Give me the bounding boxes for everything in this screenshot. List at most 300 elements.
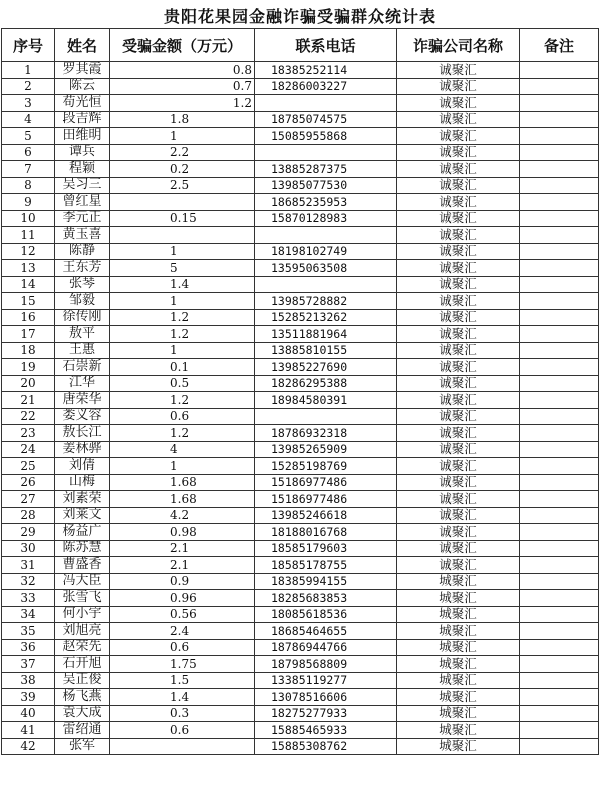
table-row	[2, 309, 599, 326]
row-index: 17	[2, 326, 55, 343]
row-amount: 0.96	[110, 590, 255, 607]
row-company: 诚聚汇	[397, 111, 520, 128]
table-row	[2, 161, 599, 178]
table-row	[2, 441, 599, 458]
row-index: 33	[2, 590, 55, 607]
row-phone: 15285213262	[255, 309, 397, 326]
row-note	[520, 128, 599, 145]
row-company: 诚聚汇	[397, 260, 520, 277]
row-phone	[255, 144, 397, 161]
row-name: 刘素荣	[55, 491, 110, 508]
row-amount: 0.15	[110, 210, 255, 227]
row-company: 诚聚汇	[397, 474, 520, 491]
row-index: 14	[2, 276, 55, 293]
row-index: 4	[2, 111, 55, 128]
table-row	[2, 227, 599, 244]
table-row	[2, 408, 599, 425]
table-row	[2, 210, 599, 227]
row-index: 11	[2, 227, 55, 244]
row-note	[520, 656, 599, 673]
row-note	[520, 78, 599, 95]
header-phone: 联系电话	[255, 29, 397, 62]
row-index: 38	[2, 672, 55, 689]
row-note	[520, 573, 599, 590]
row-company: 诚聚汇	[397, 507, 520, 524]
table-row	[2, 491, 599, 508]
row-amount: 1.2	[110, 309, 255, 326]
row-note	[520, 95, 599, 112]
row-company: 城聚汇	[397, 656, 520, 673]
row-amount: 0.56	[110, 606, 255, 623]
row-company: 诚聚汇	[397, 95, 520, 112]
row-phone: 18685235953	[255, 194, 397, 211]
row-company: 诚聚汇	[397, 441, 520, 458]
row-note	[520, 738, 599, 755]
row-name: 张琴	[55, 276, 110, 293]
row-name: 张军	[55, 738, 110, 755]
row-note	[520, 590, 599, 607]
row-index: 27	[2, 491, 55, 508]
table-row	[2, 425, 599, 442]
row-note	[520, 326, 599, 343]
table-row	[2, 128, 599, 145]
row-company: 诚聚汇	[397, 557, 520, 574]
row-note	[520, 111, 599, 128]
row-amount: 0.7	[110, 78, 255, 95]
table-row	[2, 689, 599, 706]
table-row	[2, 507, 599, 524]
row-index: 22	[2, 408, 55, 425]
row-index: 9	[2, 194, 55, 211]
row-name: 娄义容	[55, 408, 110, 425]
header-name: 姓名	[55, 29, 110, 62]
row-note	[520, 524, 599, 541]
row-index: 40	[2, 705, 55, 722]
row-amount: 0.2	[110, 161, 255, 178]
row-phone: 13385119277	[255, 672, 397, 689]
row-name: 谭兵	[55, 144, 110, 161]
row-name: 雷绍通	[55, 722, 110, 739]
row-phone	[255, 408, 397, 425]
row-phone: 13511881964	[255, 326, 397, 343]
row-index: 30	[2, 540, 55, 557]
row-amount: 0.1	[110, 359, 255, 376]
row-name: 唐荣华	[55, 392, 110, 409]
row-amount: 1	[110, 128, 255, 145]
row-index: 29	[2, 524, 55, 541]
row-phone: 13985227690	[255, 359, 397, 376]
row-note	[520, 722, 599, 739]
header-note: 备注	[520, 29, 599, 62]
table-row	[2, 705, 599, 722]
row-name: 黄玉喜	[55, 227, 110, 244]
row-phone: 18585179603	[255, 540, 397, 557]
row-index: 36	[2, 639, 55, 656]
table-row	[2, 342, 599, 359]
row-phone	[255, 276, 397, 293]
row-name: 石崇新	[55, 359, 110, 376]
row-name: 赵荣先	[55, 639, 110, 656]
table-row	[2, 260, 599, 277]
row-name: 程颖	[55, 161, 110, 178]
row-index: 19	[2, 359, 55, 376]
row-company: 诚聚汇	[397, 177, 520, 194]
row-index: 3	[2, 95, 55, 112]
row-index: 32	[2, 573, 55, 590]
row-note	[520, 491, 599, 508]
row-company: 诚聚汇	[397, 210, 520, 227]
row-amount: 0.6	[110, 639, 255, 656]
row-phone: 15186977486	[255, 474, 397, 491]
row-company: 诚聚汇	[397, 326, 520, 343]
row-note	[520, 639, 599, 656]
row-name: 敖平	[55, 326, 110, 343]
row-amount: 0.5	[110, 375, 255, 392]
row-company: 诚聚汇	[397, 128, 520, 145]
table-row	[2, 656, 599, 673]
row-note	[520, 606, 599, 623]
table-row	[2, 177, 599, 194]
row-index: 13	[2, 260, 55, 277]
row-phone: 18786932318	[255, 425, 397, 442]
table-row	[2, 738, 599, 755]
row-name: 徐传刚	[55, 309, 110, 326]
row-index: 23	[2, 425, 55, 442]
table-row	[2, 375, 599, 392]
row-index: 6	[2, 144, 55, 161]
row-amount: 4.2	[110, 507, 255, 524]
row-note	[520, 342, 599, 359]
row-amount: 2.1	[110, 540, 255, 557]
row-name: 袁大成	[55, 705, 110, 722]
row-company: 城聚汇	[397, 722, 520, 739]
row-phone: 15186977486	[255, 491, 397, 508]
row-note	[520, 227, 599, 244]
row-name: 刘旭亮	[55, 623, 110, 640]
row-note	[520, 507, 599, 524]
row-phone: 15885308762	[255, 738, 397, 755]
row-company: 诚聚汇	[397, 458, 520, 475]
row-index: 26	[2, 474, 55, 491]
row-index: 41	[2, 722, 55, 739]
row-note	[520, 260, 599, 277]
row-company: 城聚汇	[397, 705, 520, 722]
row-index: 21	[2, 392, 55, 409]
table-row	[2, 293, 599, 310]
row-name: 陈苏慧	[55, 540, 110, 557]
row-note	[520, 276, 599, 293]
table-row	[2, 144, 599, 161]
table-row	[2, 573, 599, 590]
row-phone: 18984580391	[255, 392, 397, 409]
row-phone: 13985265909	[255, 441, 397, 458]
row-amount: 0.3	[110, 705, 255, 722]
row-note	[520, 359, 599, 376]
table-body	[2, 62, 599, 755]
row-phone: 15870128983	[255, 210, 397, 227]
table-row	[2, 590, 599, 607]
row-amount: 1.75	[110, 656, 255, 673]
row-index: 15	[2, 293, 55, 310]
row-amount: 1.4	[110, 689, 255, 706]
row-note	[520, 540, 599, 557]
table-row	[2, 672, 599, 689]
row-name: 王东芳	[55, 260, 110, 277]
row-amount: 1	[110, 342, 255, 359]
row-index: 24	[2, 441, 55, 458]
header-index: 序号	[2, 29, 55, 62]
victims-table	[1, 28, 599, 755]
table-row	[2, 639, 599, 656]
row-index: 8	[2, 177, 55, 194]
row-note	[520, 392, 599, 409]
table-row	[2, 243, 599, 260]
table-row	[2, 474, 599, 491]
row-company: 诚聚汇	[397, 227, 520, 244]
row-amount	[110, 738, 255, 755]
row-index: 1	[2, 62, 55, 79]
table-row	[2, 95, 599, 112]
row-name: 曹盛香	[55, 557, 110, 574]
row-amount: 1.68	[110, 474, 255, 491]
row-phone: 13985077530	[255, 177, 397, 194]
row-note	[520, 425, 599, 442]
row-amount: 0.6	[110, 722, 255, 739]
row-name: 刘倩	[55, 458, 110, 475]
row-phone: 18198102749	[255, 243, 397, 260]
table-row	[2, 623, 599, 640]
row-index: 25	[2, 458, 55, 475]
row-phone: 18085618536	[255, 606, 397, 623]
row-index: 12	[2, 243, 55, 260]
row-amount: 0.6	[110, 408, 255, 425]
row-name: 陈静	[55, 243, 110, 260]
row-name: 石开旭	[55, 656, 110, 673]
row-phone: 13985728882	[255, 293, 397, 310]
row-index: 42	[2, 738, 55, 755]
table-row	[2, 276, 599, 293]
row-company: 城聚汇	[397, 573, 520, 590]
row-note	[520, 458, 599, 475]
row-note	[520, 705, 599, 722]
row-amount: 1.8	[110, 111, 255, 128]
row-note	[520, 194, 599, 211]
row-note	[520, 672, 599, 689]
row-amount: 1	[110, 293, 255, 310]
row-amount: 0.8	[110, 62, 255, 79]
row-note	[520, 557, 599, 574]
row-note	[520, 144, 599, 161]
row-name: 山梅	[55, 474, 110, 491]
row-note	[520, 375, 599, 392]
header-company: 诈骗公司名称	[397, 29, 520, 62]
row-index: 37	[2, 656, 55, 673]
row-phone: 18285683853	[255, 590, 397, 607]
row-name: 李元正	[55, 210, 110, 227]
row-note	[520, 623, 599, 640]
row-phone	[255, 227, 397, 244]
row-index: 35	[2, 623, 55, 640]
row-name: 吴正俊	[55, 672, 110, 689]
row-amount: 2.4	[110, 623, 255, 640]
row-company: 诚聚汇	[397, 392, 520, 409]
row-amount: 1.68	[110, 491, 255, 508]
row-index: 16	[2, 309, 55, 326]
row-note	[520, 62, 599, 79]
table-row	[2, 606, 599, 623]
row-phone: 18785074575	[255, 111, 397, 128]
row-phone: 15885465933	[255, 722, 397, 739]
row-company: 诚聚汇	[397, 375, 520, 392]
row-phone: 18385994155	[255, 573, 397, 590]
row-note	[520, 408, 599, 425]
page-title: 贵阳花果园金融诈骗受骗群众统计表	[163, 7, 436, 26]
row-note	[520, 243, 599, 260]
row-name: 段吉辉	[55, 111, 110, 128]
row-amount: 5	[110, 260, 255, 277]
row-note	[520, 309, 599, 326]
row-amount: 1.2	[110, 392, 255, 409]
row-index: 31	[2, 557, 55, 574]
row-company: 城聚汇	[397, 672, 520, 689]
row-company: 城聚汇	[397, 639, 520, 656]
row-index: 5	[2, 128, 55, 145]
row-name: 姜林骅	[55, 441, 110, 458]
row-company: 诚聚汇	[397, 276, 520, 293]
row-name: 刘莱文	[55, 507, 110, 524]
row-phone: 15085955868	[255, 128, 397, 145]
row-phone: 18685464655	[255, 623, 397, 640]
row-note	[520, 474, 599, 491]
table-row	[2, 359, 599, 376]
row-company: 诚聚汇	[397, 342, 520, 359]
table-row	[2, 524, 599, 541]
row-company: 城聚汇	[397, 623, 520, 640]
row-name: 江华	[55, 375, 110, 392]
table-row	[2, 458, 599, 475]
table-row	[2, 722, 599, 739]
row-note	[520, 293, 599, 310]
table-row	[2, 392, 599, 409]
row-note	[520, 689, 599, 706]
row-name: 曾红星	[55, 194, 110, 211]
row-name: 田维明	[55, 128, 110, 145]
table-row	[2, 111, 599, 128]
row-company: 诚聚汇	[397, 243, 520, 260]
row-company: 诚聚汇	[397, 309, 520, 326]
row-company: 诚聚汇	[397, 425, 520, 442]
row-name: 敖长江	[55, 425, 110, 442]
row-amount: 0.9	[110, 573, 255, 590]
row-amount: 1.2	[110, 326, 255, 343]
row-company: 城聚汇	[397, 738, 520, 755]
row-amount: 1.5	[110, 672, 255, 689]
row-name: 苟光恒	[55, 95, 110, 112]
row-name: 冯大臣	[55, 573, 110, 590]
row-phone: 13985246618	[255, 507, 397, 524]
row-note	[520, 161, 599, 178]
row-company: 城聚汇	[397, 606, 520, 623]
row-index: 28	[2, 507, 55, 524]
row-phone: 18275277933	[255, 705, 397, 722]
row-amount: 0.98	[110, 524, 255, 541]
row-phone: 18585178755	[255, 557, 397, 574]
row-amount: 2.2	[110, 144, 255, 161]
row-phone: 18286003227	[255, 78, 397, 95]
row-company: 诚聚汇	[397, 540, 520, 557]
table-row	[2, 557, 599, 574]
row-phone	[255, 95, 397, 112]
row-name: 吴习三	[55, 177, 110, 194]
row-company: 诚聚汇	[397, 491, 520, 508]
row-company: 诚聚汇	[397, 524, 520, 541]
row-phone: 13885287375	[255, 161, 397, 178]
row-name: 邹毅	[55, 293, 110, 310]
row-company: 诚聚汇	[397, 194, 520, 211]
row-amount: 4	[110, 441, 255, 458]
table-row	[2, 194, 599, 211]
row-index: 2	[2, 78, 55, 95]
row-phone: 18798568809	[255, 656, 397, 673]
row-company: 诚聚汇	[397, 293, 520, 310]
row-name: 罗其霞	[55, 62, 110, 79]
row-index: 39	[2, 689, 55, 706]
row-name: 杨益广	[55, 524, 110, 541]
row-name: 何小宇	[55, 606, 110, 623]
row-name: 杨飞燕	[55, 689, 110, 706]
row-amount: 1	[110, 243, 255, 260]
row-company: 城聚汇	[397, 689, 520, 706]
table-row	[2, 78, 599, 95]
row-amount: 1	[110, 458, 255, 475]
row-amount: 2.5	[110, 177, 255, 194]
row-phone: 13078516606	[255, 689, 397, 706]
row-phone: 18188016768	[255, 524, 397, 541]
row-phone: 15285198769	[255, 458, 397, 475]
header-row	[2, 29, 599, 62]
row-index: 20	[2, 375, 55, 392]
row-company: 城聚汇	[397, 590, 520, 607]
row-company: 诚聚汇	[397, 144, 520, 161]
row-phone: 13885810155	[255, 342, 397, 359]
row-company: 诚聚汇	[397, 161, 520, 178]
row-name: 张雪飞	[55, 590, 110, 607]
row-index: 18	[2, 342, 55, 359]
row-company: 诚聚汇	[397, 359, 520, 376]
row-note	[520, 177, 599, 194]
table-row	[2, 326, 599, 343]
row-amount	[110, 227, 255, 244]
row-note	[520, 441, 599, 458]
row-phone: 18286295388	[255, 375, 397, 392]
header-amount: 受骗金额（万元）	[110, 29, 255, 62]
row-company: 诚聚汇	[397, 408, 520, 425]
row-phone: 18786944766	[255, 639, 397, 656]
row-index: 34	[2, 606, 55, 623]
row-amount: 1.4	[110, 276, 255, 293]
row-amount: 1.2	[110, 95, 255, 112]
row-company: 诚聚汇	[397, 78, 520, 95]
row-name: 陈云	[55, 78, 110, 95]
row-index: 7	[2, 161, 55, 178]
row-amount: 1.2	[110, 425, 255, 442]
row-note	[520, 210, 599, 227]
row-company: 诚聚汇	[397, 62, 520, 79]
row-phone: 13595063508	[255, 260, 397, 277]
row-name: 王惠	[55, 342, 110, 359]
row-amount: 2.1	[110, 557, 255, 574]
table-row	[2, 62, 599, 79]
